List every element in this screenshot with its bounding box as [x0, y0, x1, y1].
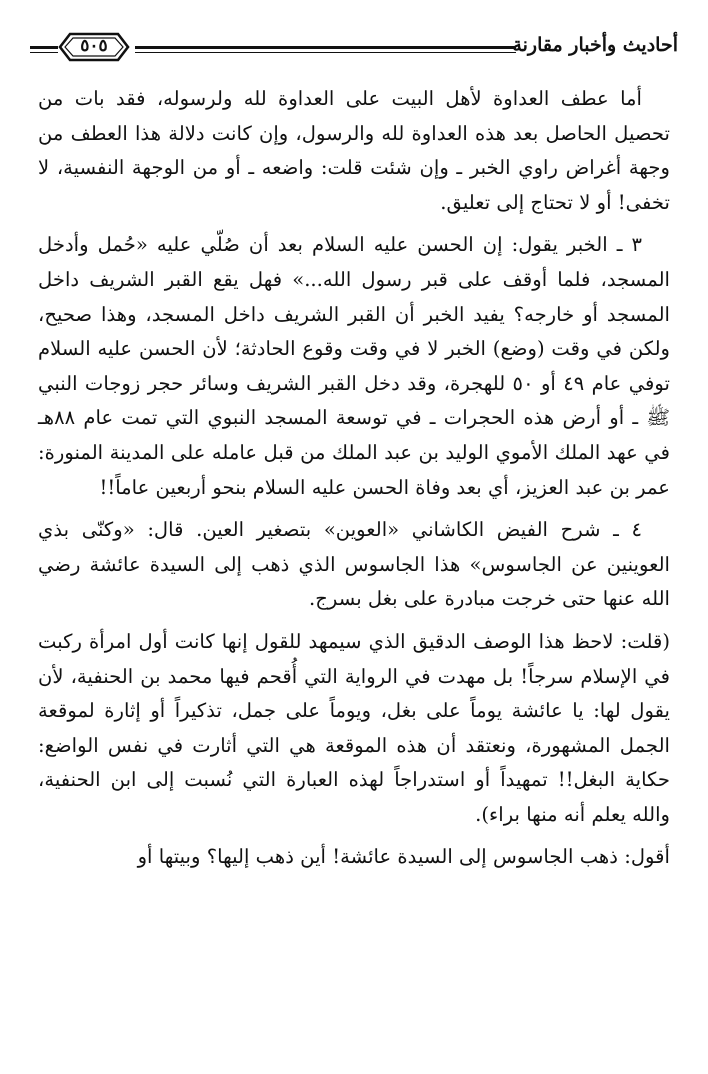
- page-number-badge: [56, 28, 132, 66]
- header-rule-thick: [135, 46, 516, 49]
- running-header: [30, 28, 678, 68]
- header-rule-left-thin: [30, 52, 58, 53]
- page-body: [38, 82, 670, 875]
- header-rule-left-thick: [30, 46, 58, 49]
- paragraph-3: ٤ ـ شرح الفيض الكاشاني «العوين» بتصغير العين. قال: «وكنّى بذي العوينين عن الجاسوس» هذا الجاسوس الذي ذهب إلى السيدة عائشة رضي الله عنها حتى خرجت مبادرة على بغل بسرج.: [38, 518, 670, 611]
- paragraph-5: أقول: ذهب الجاسوس إلى السيدة عائشة! أين ذهب إليها؟ وبيتها أو: [137, 845, 670, 869]
- paragraph-1: أما عطف العداوة لأهل البيت على العداوة لله ولرسوله، فقد بات من تحصيل الحاصل بعد هذه العداوة لله والرسول، وإن كانت دلالة هذا العطف من وجهة أغراض راوي الخبر ـ وإن شئت قلت: واضعه ـ أو من الوجهة النفسية، لا تخفى! أو لا تحتاج إلى تعليق.: [38, 87, 670, 214]
- header-rule-thin: [135, 52, 516, 53]
- paragraph-2: ٣ ـ الخبر يقول: إن الحسن عليه السلام بعد أن صُلّي عليه «حُمل وأدخل المسجد، فلما أوقف على قبر رسول الله...» فهل يقع القبر الشريف داخل المسجد أو خارجه؟ يفيد الخبر أن القبر الشريف داخل المسجد، وهذا صحيح، ولكن في وقت (وضع) الخبر لا في وقت وقوع الحادثة؛ لأن الحسن عليه السلام توفي عام ٤٩ أو ٥٠ للهجرة، وقد دخل القبر الشريف وسائر حجر زوجات النبي ﷺ ـ أو أرض هذه الحجرات ـ في توسعة المسجد النبوي التي تمت عام ٨٨هـ في عهد الملك الأموي الوليد بن عبد الملك من قبل عامله على المدينة المنورة: عمر بن عبد العزيز، أي بعد وفاة الحسن عليه السلام بنحو أربعين عاماً!!: [38, 233, 671, 499]
- paragraph-4: (قلت: لاحظ هذا الوصف الدقيق الذي سيمهد للقول إنها كانت أول امرأة ركبت في الإسلام سرجاً! بل مهدت في الرواية التي أُقحم فيها محمد بن الحنفية، لأن يقول لها: يا عائشة يوماً على بغل، ويوماً على جمل، تذكيراً أو إثارة لموقعة الجمل المشهورة، ونعتقد أن هذه الموقعة هي التي أثارت في نفس الواضع: حكاية البغل!! تمهيداً أو استدراجاً لهذه العبارة التي نُسبت إلى ابن الحنفية، والله يعلم أنه منها براء).: [38, 629, 670, 826]
- page-number: ٥٠٥: [80, 36, 108, 56]
- running-title: أحاديث وأخبار مقارنة: [512, 34, 678, 56]
